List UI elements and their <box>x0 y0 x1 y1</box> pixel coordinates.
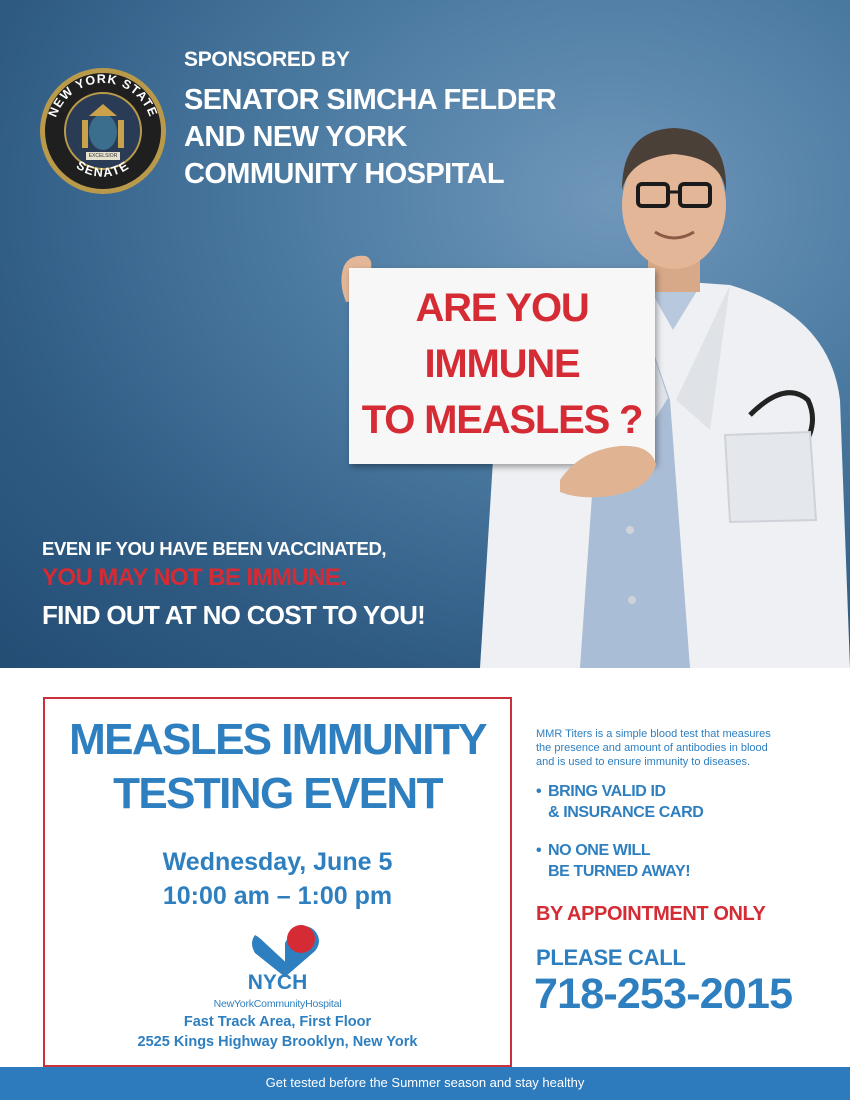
req-1-line-2: & INSURANCE CARD <box>548 804 704 821</box>
venue-location: Fast Track Area, First Floor <box>183 1014 372 1030</box>
event-date: Wednesday, June 5 <box>162 848 393 876</box>
nych-logo-text: NYCH <box>247 971 308 994</box>
svg-text:SENATE <box>74 158 132 180</box>
seal-bottom-text: SENATE <box>73 158 133 180</box>
sign-line-2: IMMUNE <box>424 342 580 386</box>
seal-text-layer <box>38 66 168 196</box>
seal-motto: EXCELSIOR <box>88 153 118 159</box>
event-datetime <box>45 845 510 913</box>
sponsor-line-1: SENATOR SIMCHA FELDER <box>184 84 556 116</box>
not-immune-message: YOU MAY NOT BE IMMUNE. <box>42 564 347 591</box>
event-box <box>43 697 512 1067</box>
sign-line-3: TO MEASLES ? <box>361 398 643 442</box>
event-title-line-2: TESTING EVENT <box>113 769 442 818</box>
bullet-2: • <box>536 842 542 859</box>
nych-heart-logo-icon <box>249 921 321 977</box>
mmr-description: MMR Titers is a simple blood test that measures the presence and amount of antibodies in blood and is used to ensure immunity to diseases. <box>536 728 771 768</box>
event-time: 10:00 am – 1:00 pm <box>162 882 393 910</box>
footer-text: Get tested before the Summer season and stay healthy <box>265 1075 585 1090</box>
vaccinated-message: EVEN IF YOU HAVE BEEN VACCINATED, <box>42 538 387 559</box>
svg-text:NEW YORK STATE <box>46 72 161 119</box>
nych-full-name: NewYorkCommunityHospital <box>213 998 342 1010</box>
req-1-line-1: BRING VALID ID <box>548 783 666 800</box>
sponsor-label: SPONSORED BY <box>184 48 350 71</box>
bullet-1: • <box>536 783 542 800</box>
seal-top-text: NEW YORK STATE <box>45 71 161 120</box>
venue-address: 2525 Kings Highway Brooklyn, New York <box>137 1034 418 1050</box>
phone-number[interactable]: 718-253-2015 <box>534 970 793 1018</box>
footer-bar <box>0 1067 850 1100</box>
no-cost-message: FIND OUT AT NO COST TO YOU! <box>42 600 426 630</box>
sponsor-line-3: COMMUNITY HOSPITAL <box>184 158 505 190</box>
sign-line-1: ARE YOU <box>415 286 589 330</box>
sponsor-names <box>184 82 604 193</box>
req-2-line-2: BE TURNED AWAY! <box>548 863 691 880</box>
sponsor-line-2: AND NEW YORK <box>184 121 407 153</box>
right-hand <box>560 420 660 500</box>
requirement-no-turn-away <box>536 840 690 882</box>
event-title <box>45 713 510 821</box>
please-call-label: PLEASE CALL <box>536 945 686 970</box>
requirement-id <box>536 781 703 823</box>
appointment-only: BY APPOINTMENT ONLY <box>536 903 766 925</box>
req-2-line-1: NO ONE WILL <box>548 842 651 859</box>
event-title-line-1: MEASLES IMMUNITY <box>69 715 486 764</box>
